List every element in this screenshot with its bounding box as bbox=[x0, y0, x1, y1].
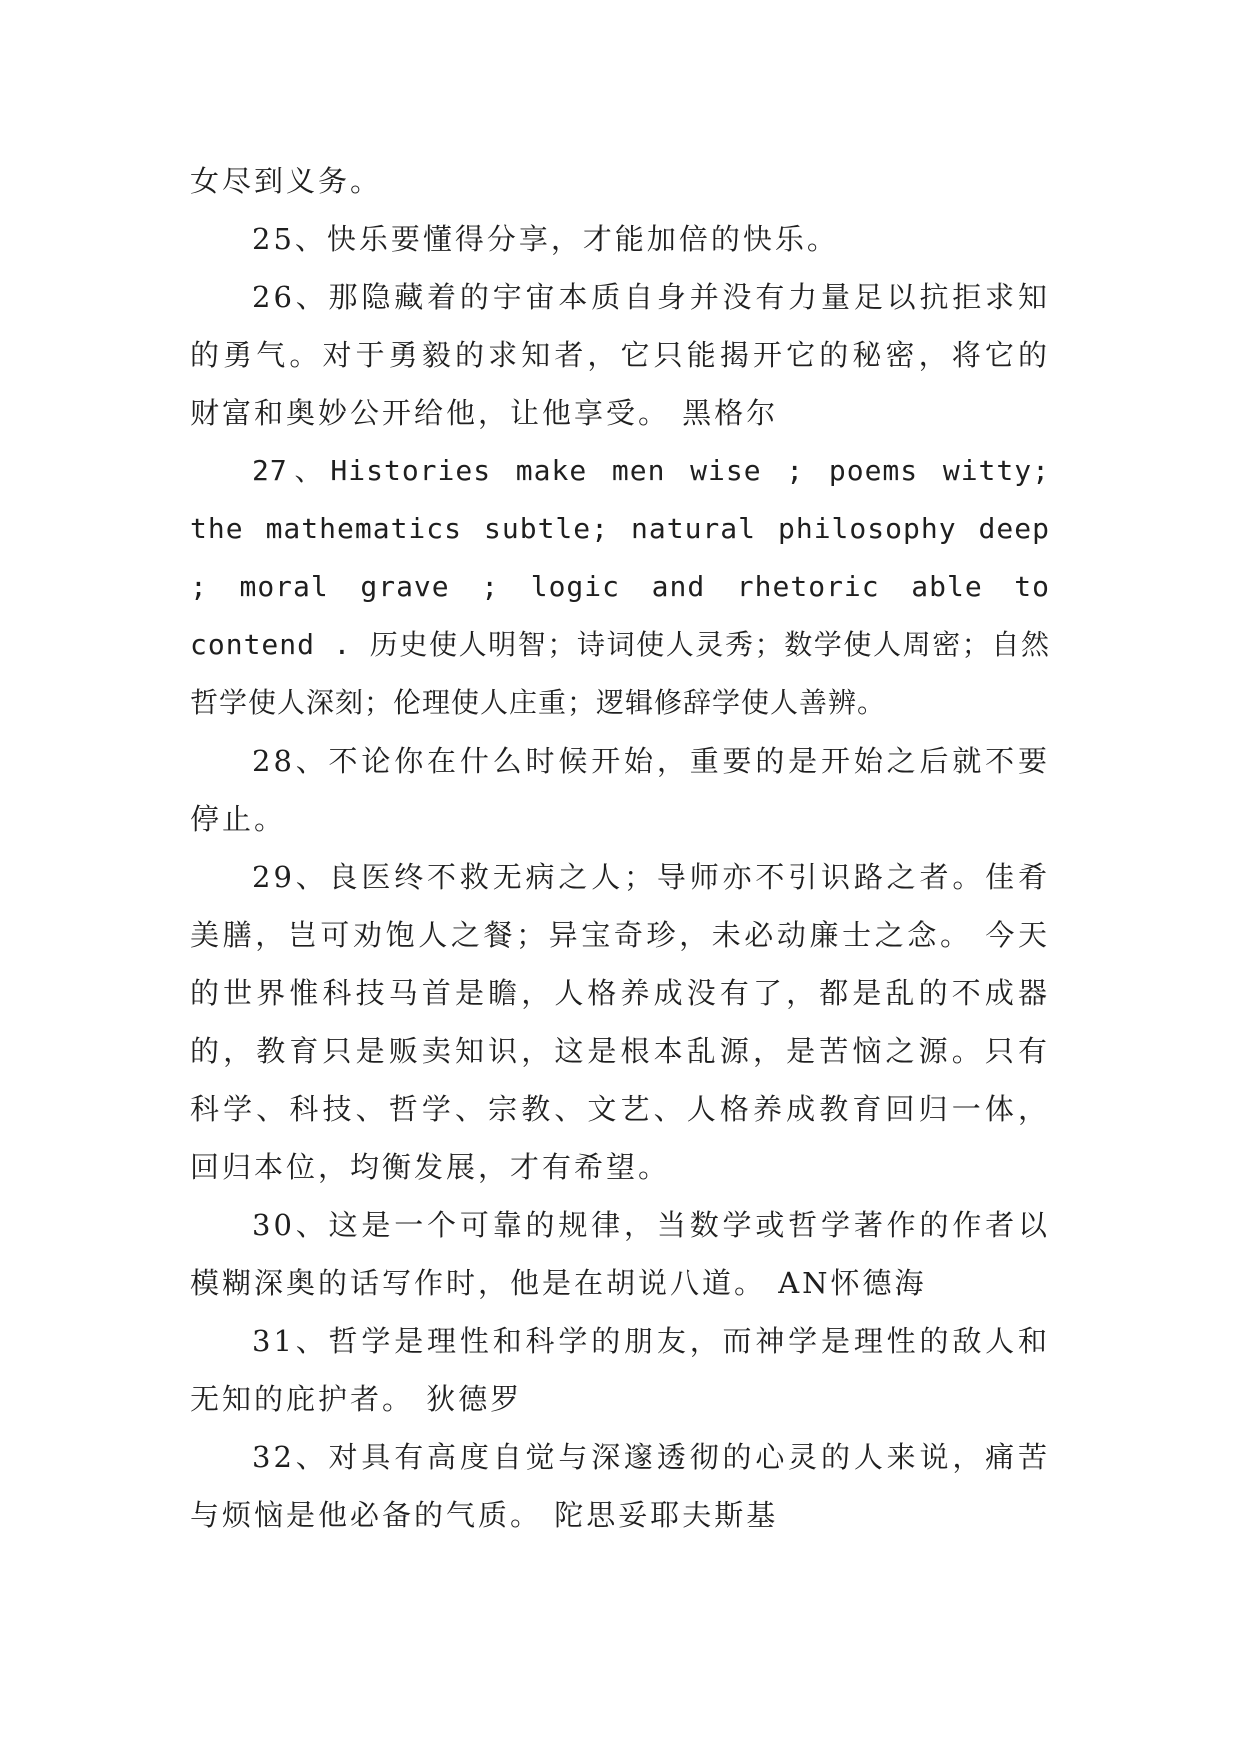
paragraph-32: 32、对具有高度自觉与深邃透彻的心灵的人来说，痛苦与烦恼是他必备的气质。 陀思妥耶夫斯基 bbox=[190, 1440, 1050, 1532]
paragraph-29: 29、良医终不救无病之人；导师亦不引识路之者。佳肴美膳，岂可劝饱人之餐；异宝奇珍，未必动廉士之念。 今天的世界惟科技马首是瞻，人格养成没有了，都是乱的不成器的，教育只是贩卖知识，这是根本乱源，是苦恼之源。只有科学、科技、哲学、宗教、文艺、人格养成教育回归一体，回归本位，均衡发展，才有希望。 bbox=[190, 860, 1050, 1184]
paragraph-31: 31、哲学是理性和科学的朋友，而神学是理性的敌人和无知的庇护者。 狄德罗 bbox=[190, 1324, 1050, 1416]
paragraph-24-tail: 女尽到义务。 bbox=[190, 164, 383, 198]
document-body bbox=[190, 152, 1050, 1544]
paragraph-30: 30、这是一个可靠的规律，当数学或哲学著作的作者以模糊深奥的话写作时，他是在胡说八道。 AN怀德海 bbox=[190, 1208, 1050, 1300]
paragraph-27: 27、Histories make men wise ; poems witty; the mathematics subtle; natural philosophy deep ; moral grave ; logic and rhetoric able to contend . 历史使人明智；诗词使人灵秀；数学使人周密；自然哲学使人深刻；伦理使人庄重；逻辑修辞学使人善辨。 bbox=[190, 454, 1050, 719]
paragraph-26: 26、那隐藏着的宇宙本质自身并没有力量足以抗拒求知的勇气。对于勇毅的求知者，它只能揭开它的秘密，将它的财富和奥妙公开给他，让他享受。 黑格尔 bbox=[190, 280, 1050, 430]
paragraph-25: 25、快乐要懂得分享，才能加倍的快乐。 bbox=[252, 222, 839, 256]
paragraph-28: 28、不论你在什么时候开始，重要的是开始之后就不要停止。 bbox=[190, 744, 1050, 836]
